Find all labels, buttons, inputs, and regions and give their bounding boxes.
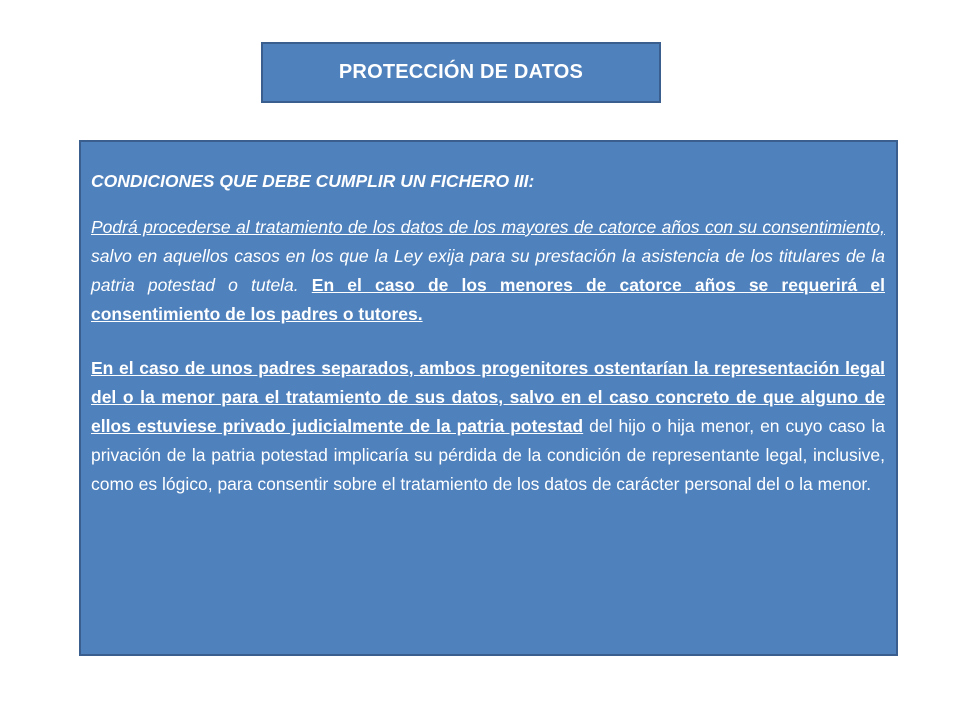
title-box [261, 42, 661, 103]
page-title: PROTECCIÓN DE DATOS [338, 61, 584, 83]
under-fourteen-text: En el caso de los menores de catorce años se requerirá el consentimiento de los padres o tutores. [91, 275, 885, 324]
custody-loss-text: del hijo o hija menor, en cuyo caso la privación de la patria potestad implicaría su pérdida de la condición de representante legal, inclusive, como es lógico, para consentir sobre el tratamiento de los datos de carácter personal del o la menor. [91, 416, 886, 494]
law-exception-text: salvo en aquellos casos en los que la Ley exija para su prestación la asistencia de los titulares de la patria potestad o tutela. [91, 246, 885, 295]
separated-parents-text: En el caso de unos padres separados, ambos progenitores ostentarían la representación legal del o la menor para el tratamiento de sus datos, salvo en el caso concreto de que alguno de ellos estuviese privado judicialmente de la patria potestad [91, 358, 885, 436]
content-box [79, 140, 898, 656]
paragraph-separated-parents [91, 354, 885, 499]
consent-over-fourteen-text: Podrá procederse al tratamiento de los datos de los mayores de catorce años con su consentimiento, [91, 217, 885, 237]
paragraph-minors-consent [91, 213, 885, 329]
section-heading: CONDICIONES QUE DEBE CUMPLIR UN FICHERO III: [91, 171, 535, 191]
